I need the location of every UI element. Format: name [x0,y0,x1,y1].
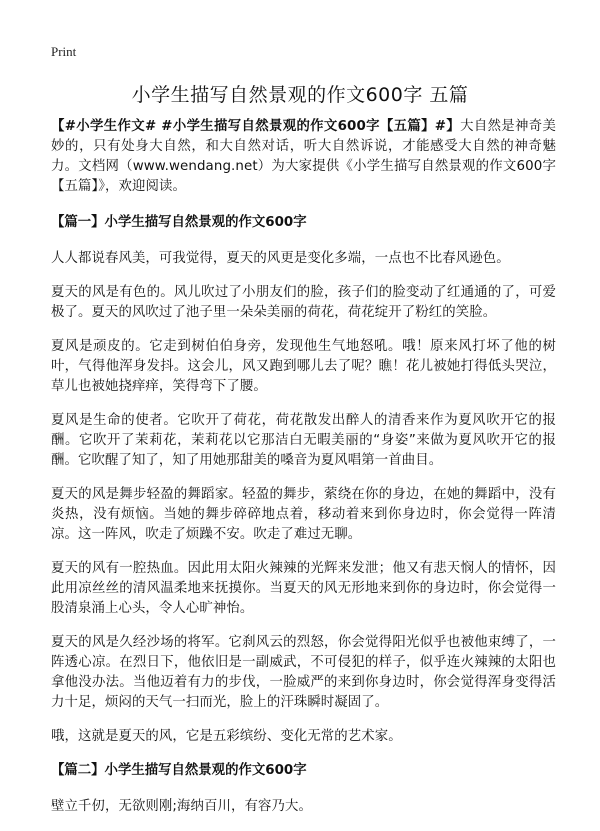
paragraph: 夏天的风是舞步轻盈的舞蹈家。轻盈的舞步，萦绕在你的身边，在她的舞蹈中，没有炎热，没有烦恼。当她的舞步碎碎地点着，移动着来到你身边时，你会觉得一阵清凉。这一阵风，吹走了烦躁不安。吹走了难过无聊。 [51,487,556,542]
print-link[interactable]: Print [51,44,77,59]
paragraph: 夏天的风是有色的。风儿吹过了小朋友们的脸，孩子们的脸变动了红通通的了，可爱极了。夏天的风吹过了池子里一朵朵美丽的荷花，荷花绽开了粉红的笑脸。 [51,285,556,320]
paragraph: 夏风是生命的使者。它吹开了荷花，荷花散发出醉人的清香来作为夏风吹开它的报酬。它吹开了茉莉花，茉莉花以它那洁白无暇美丽的“身姿”来做为夏风吹开它的报酬。它吹醒了知了，知了用她那甜美的嗓音为夏风唱第一首曲目。 [51,413,556,468]
document-title: 小学生描写自然景观的作文600字 五篇 [131,84,469,106]
intro-lead: 【#小学生作文# #小学生描写自然景观的作文600字【五篇】#】 [51,119,461,134]
article-body [51,117,556,831]
paragraph: 夏风是顽皮的。它走到树伯伯身旁，发现他生气地怒吼。哦！原来风打坏了他的树叶，气得他浑身发抖。这会儿，风又跑到哪儿去了呢？瞧！花儿被她打得低头哭泣，草儿也被她挠痒痒，笑得弯下了腰。 [51,339,556,394]
paragraph: 夏天的风是久经沙场的将军。它刹风云的烈怒，你会觉得阳光似乎也被他束缚了，一阵透心凉。在烈日下，他依旧是一副威武，不可侵犯的样子，似乎连火辣辣的太阳也拿他没办法。当他迈着有力的步伐，一脸威严的来到你身边时，你会觉得浑身变得活力十足，烦闷的天气一扫而光，脸上的汗珠瞬时凝固了。 [51,635,556,710]
section-heading-2: 【篇二】小学生描写自然景观的作文600字 [51,763,307,778]
paragraph: 夏天的风有一腔热血。因此用太阳火辣辣的光辉来发泄；他又有悲天悯人的情怀，因此用凉丝丝的清风温柔地来抚摸你。当夏天的风无形地来到你的身边时，你会觉得一股清泉涌上心头，令人心旷神怡。 [51,561,556,616]
section-heading-1: 【篇一】小学生描写自然景观的作文600字 [51,215,307,230]
paragraph: 人人都说春风美，可我觉得，夏天的风更是变化多端，一点也不比春风逊色。 [51,251,510,266]
paragraph: 壁立千仞，无欲则刚;海纳百川，有容乃大。 [51,799,312,814]
intro-paragraph [51,117,556,197]
paragraph: 哦，这就是夏天的风，它是五彩缤纷、变化无常的艺术家。 [51,729,402,744]
intro-text: 大自然是神奇美妙的，只有处身大自然，和大自然对话，听大自然诉说，才能感受大自然的神奇魅力。文档网（www.wendang.net）为大家提供《小学生描写自然景观的作文600字【五篇】》，欢迎阅读。 [51,119,556,194]
